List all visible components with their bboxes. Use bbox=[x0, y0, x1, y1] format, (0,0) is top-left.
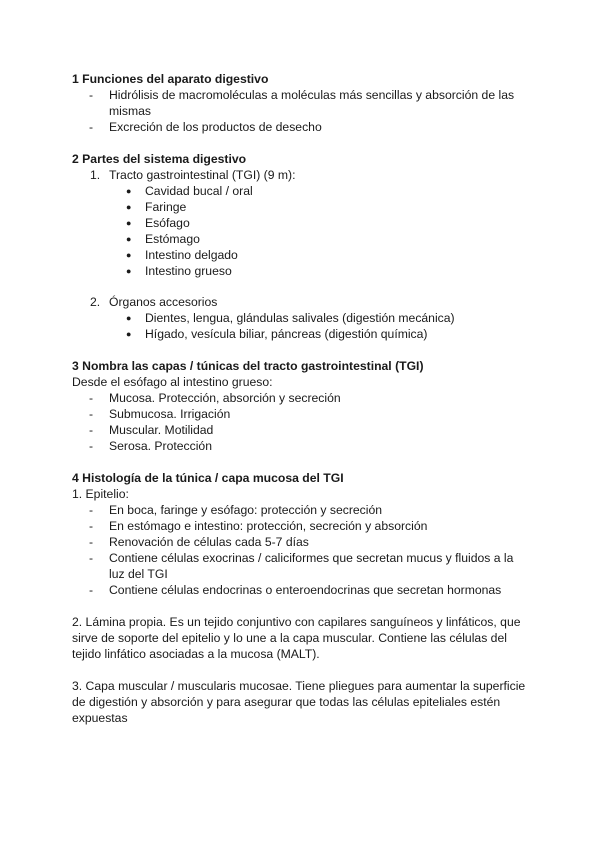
dash-marker: - bbox=[89, 583, 94, 597]
dash-marker: - bbox=[89, 439, 94, 453]
dash-marker: - bbox=[89, 423, 94, 437]
document-page bbox=[72, 71, 532, 726]
list-item: ● Dientes, lengua, glándulas salivales (digestión mecánica) bbox=[126, 311, 455, 325]
bullet-marker: ● bbox=[126, 329, 132, 339]
list-item: ● Esófago bbox=[126, 216, 190, 230]
epitelio-label: 1. Epitelio: bbox=[72, 487, 129, 501]
section-4-title: 4 Histología de la túnica / capa mucosa del TGI bbox=[72, 471, 344, 485]
numbered-item-tgi: 1. Tracto gastrointestinal (TGI) (9 m): ● Cavidad bucal / oral ● Faringe ● Esófago ● Estómago ● Intestino delgado ● Intestino grueso bbox=[72, 167, 532, 294]
epitelio-list bbox=[72, 502, 532, 598]
list-item: - Submucosa. Irrigación bbox=[89, 407, 231, 421]
bullet-marker: ● bbox=[126, 218, 132, 228]
dash-marker: - bbox=[89, 503, 94, 517]
list-item: - En estómago e intestino: protección, secreción y absorción bbox=[89, 519, 428, 533]
dash-marker: - bbox=[89, 391, 94, 405]
bullet-marker: ● bbox=[126, 234, 132, 244]
numbered-item-accesorios: 2. Órganos accesorios ● Dientes, lengua, glándulas salivales (digestión mecánica) ● Hígado, vesícula biliar, páncreas (digestión química) bbox=[72, 294, 532, 342]
section-3-intro: Desde el esófago al intestino grueso: bbox=[72, 375, 273, 389]
number-marker: 2. bbox=[90, 295, 101, 309]
bullet-marker: ● bbox=[126, 313, 132, 323]
bullet-marker: ● bbox=[126, 250, 132, 260]
list-item: - Muscular. Motilidad bbox=[89, 423, 214, 437]
dash-marker: - bbox=[89, 88, 94, 102]
accessory-organs-list bbox=[109, 310, 532, 342]
section-3-list bbox=[72, 390, 532, 454]
section-1-title: 1 Funciones del aparato digestivo bbox=[72, 72, 269, 86]
list-item: ● Hígado, vesícula biliar, páncreas (digestión química) bbox=[126, 327, 428, 341]
section-1-list bbox=[72, 87, 532, 135]
list-item: ● Faringe bbox=[126, 200, 187, 214]
list-item: - Mucosa. Protección, absorción y secreción bbox=[89, 391, 341, 405]
section-2-numbered-list bbox=[72, 167, 532, 342]
muscularis-paragraph: 3. Capa muscular / muscularis mucosae. Tiene pliegues para aumentar la superficie de digestión y absorción y para asegurar que todas las células epiteliales estén expuestas bbox=[72, 679, 526, 725]
dash-marker: - bbox=[89, 407, 94, 421]
dash-marker: - bbox=[89, 519, 94, 533]
dash-marker: - bbox=[89, 120, 94, 134]
bullet-marker: ● bbox=[126, 202, 132, 212]
number-marker: 1. bbox=[90, 168, 101, 182]
list-item: - Hidrólisis de macromoléculas a moléculas más sencillas y absorción de las mismas bbox=[89, 88, 515, 118]
list-item: ● Cavidad bucal / oral bbox=[126, 184, 253, 198]
list-item: ● Intestino grueso bbox=[126, 264, 232, 278]
list-item: - Renovación de células cada 5-7 días bbox=[89, 535, 309, 549]
bullet-marker: ● bbox=[126, 186, 132, 196]
dash-marker: - bbox=[89, 551, 94, 565]
section-3-title: 3 Nombra las capas / túnicas del tracto gastrointestinal (TGI) bbox=[72, 359, 424, 373]
list-item: ● Intestino delgado bbox=[126, 248, 238, 262]
list-item: - Contiene células endocrinas o enteroendocrinas que secretan hormonas bbox=[89, 583, 502, 597]
list-item: - Contiene células exocrinas / caliciformes que secretan mucus y fluidos a la luz del TGI bbox=[89, 551, 514, 581]
tgi-parts-list bbox=[109, 183, 532, 279]
section-2-title: 2 Partes del sistema digestivo bbox=[72, 152, 247, 166]
list-item: - Serosa. Protección bbox=[89, 439, 212, 453]
list-item: - Excreción de los productos de desecho bbox=[89, 120, 322, 134]
list-item: - En boca, faringe y esófago: protección y secreción bbox=[89, 503, 383, 517]
lamina-propia-paragraph: 2. Lámina propia. Es un tejido conjuntivo con capilares sanguíneos y linfáticos, que sirve de soporte del epitelio y lo une a la capa muscular. Contiene las células del tejido linfático asociadas a la mucosa (MALT). bbox=[72, 615, 521, 661]
list-item: ● Estómago bbox=[126, 232, 200, 246]
dash-marker: - bbox=[89, 535, 94, 549]
bullet-marker: ● bbox=[126, 266, 132, 276]
